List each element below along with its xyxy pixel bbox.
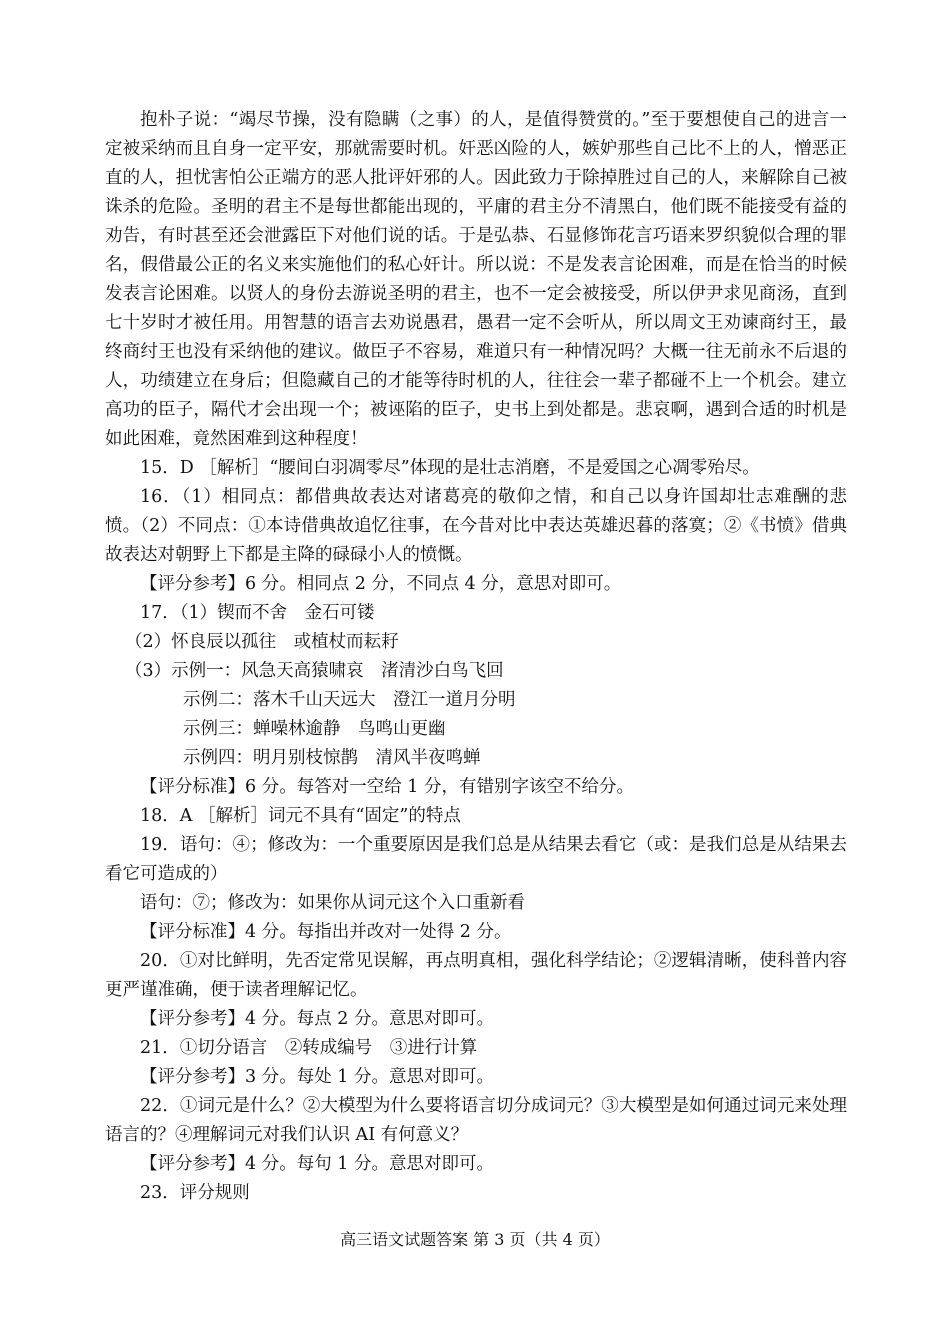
answer-17-3-example-2: 示例二：落木千山天远大 澄江一道月分明 — [183, 690, 516, 710]
answer-17-1: 17．（1）锲而不舍 金石可镂 — [140, 603, 375, 623]
answer-23: 23．评分规则 — [140, 1183, 250, 1203]
answer-17-3-example-3: 示例三：蝉噪林逾静 鸟鸣山更幽 — [183, 719, 446, 739]
scoring-17: 【评分标准】6 分。每答对一空给 1 分，有错别字该空不给分。 — [140, 777, 634, 797]
answer-20: 20．①对比鲜明，先否定常见误解，再点明真相，强化科学结论；②逻辑清晰，使科普内容更严谨准确，便于读者理解记忆。 — [105, 951, 847, 1000]
answer-18: 18．A ［解析］词元不具有“固定”的特点 — [140, 806, 461, 826]
answer-19-2: 语句：⑦；修改为：如果你从词元这个入口重新看 — [140, 893, 525, 913]
answer-21: 21．①切分语言 ②转成编号 ③进行计算 — [140, 1038, 478, 1058]
answer-19-1: 19．语句：④；修改为：一个重要原因是我们总是从结果去看它（或：是我们总是从结果去看它可造成的） — [105, 835, 847, 884]
answer-16: 16．（1）相同点：都借典故表达对诸葛亮的敬仰之情，和自己以身许国却壮志难酬的悲愤。（2）不同点：①本诗借典故追忆往事，在今昔对比中表达英雄迟暮的落寞；②《书愤》借典故表达对朝野上下都是主降的碌碌小人的愤慨。 — [105, 487, 847, 565]
answer-17-3-example-4: 示例四：明月别枝惊鹊 清风半夜鸣蝉 — [183, 748, 481, 768]
answer-22: 22．①词元是什么？②大模型为什么要将语言切分成词元？③大模型是如何通过词元来处理语言的？④理解词元对我们认识 AI 有何意义？ — [105, 1096, 847, 1145]
scoring-16: 【评分参考】6 分。相同点 2 分，不同点 4 分，意思对即可。 — [140, 574, 622, 594]
translation-paragraph: 抱朴子说：“竭尽节操，没有隐瞒（之事）的人，是值得赞赏的。”至于要想使自己的进言一定被采纳而且自身一定平安，那就需要时机。奸恶凶险的人，嫉妒那些自己比不上的人，憎恶正直的人，担忧害怕公正端方的恶人批评奸邪的人。因此致力于除掉胜过自己的人，来解除自己被诛杀的危险。圣明的君主不是每世都能出现的，平庸的君主分不清黑白，他们既不能接受有益的劝告，有时甚至还会泄露臣下对他们说的话。于是弘恭、石显修饰花言巧语来罗织貌似合理的罪名，假借最公正的名义来实施他们的私心奸计。所以说：不是发表言论困难，而是在恰当的时候发表言论困难。以贤人的身份去游说圣明的君主，也不一定会被接受，所以伊尹求见商汤，直到七十岁时才被任用。用智慧的语言去劝说愚君，愚君一定不会听从，所以周文王劝谏商纣王，最终商纣王也没有采纳他的建议。做臣子不容易，难道只有一种情况吗？大概一往无前永不后退的人，功绩建立在身后；但隐藏自己的才能等待时机的人，往往会一辈子都碰不上一个机会。建立高功的臣子，隔代才会出现一个；被诬陷的臣子，史书上到处都是。悲哀啊，遇到合适的时机是如此困难，竟然困难到这种程度！ — [105, 110, 847, 449]
answer-17-2: （2）怀良辰以孤往 或植杖而耘耔 — [125, 632, 399, 652]
scoring-21: 【评分参考】3 分。每处 1 分。意思对即可。 — [140, 1067, 494, 1087]
answer-17-3-example-1: （3）示例一：风急天高猿啸哀 渚清沙白鸟飞回 — [125, 661, 504, 681]
page-footer: 高三语文试题答案 第 3 页（共 4 页） — [340, 1230, 610, 1249]
scoring-19: 【评分标准】4 分。每指出并改对一处得 2 分。 — [140, 922, 512, 942]
answer-content — [105, 106, 847, 1208]
scoring-22: 【评分参考】4 分。每句 1 分。意思对即可。 — [140, 1154, 494, 1174]
answer-15: 15．D ［解析］“腰间白羽凋零尽”体现的是壮志消磨，不是爱国之心凋零殆尽。 — [140, 458, 760, 478]
scoring-20: 【评分参考】4 分。每点 2 分。意思对即可。 — [140, 1009, 494, 1029]
